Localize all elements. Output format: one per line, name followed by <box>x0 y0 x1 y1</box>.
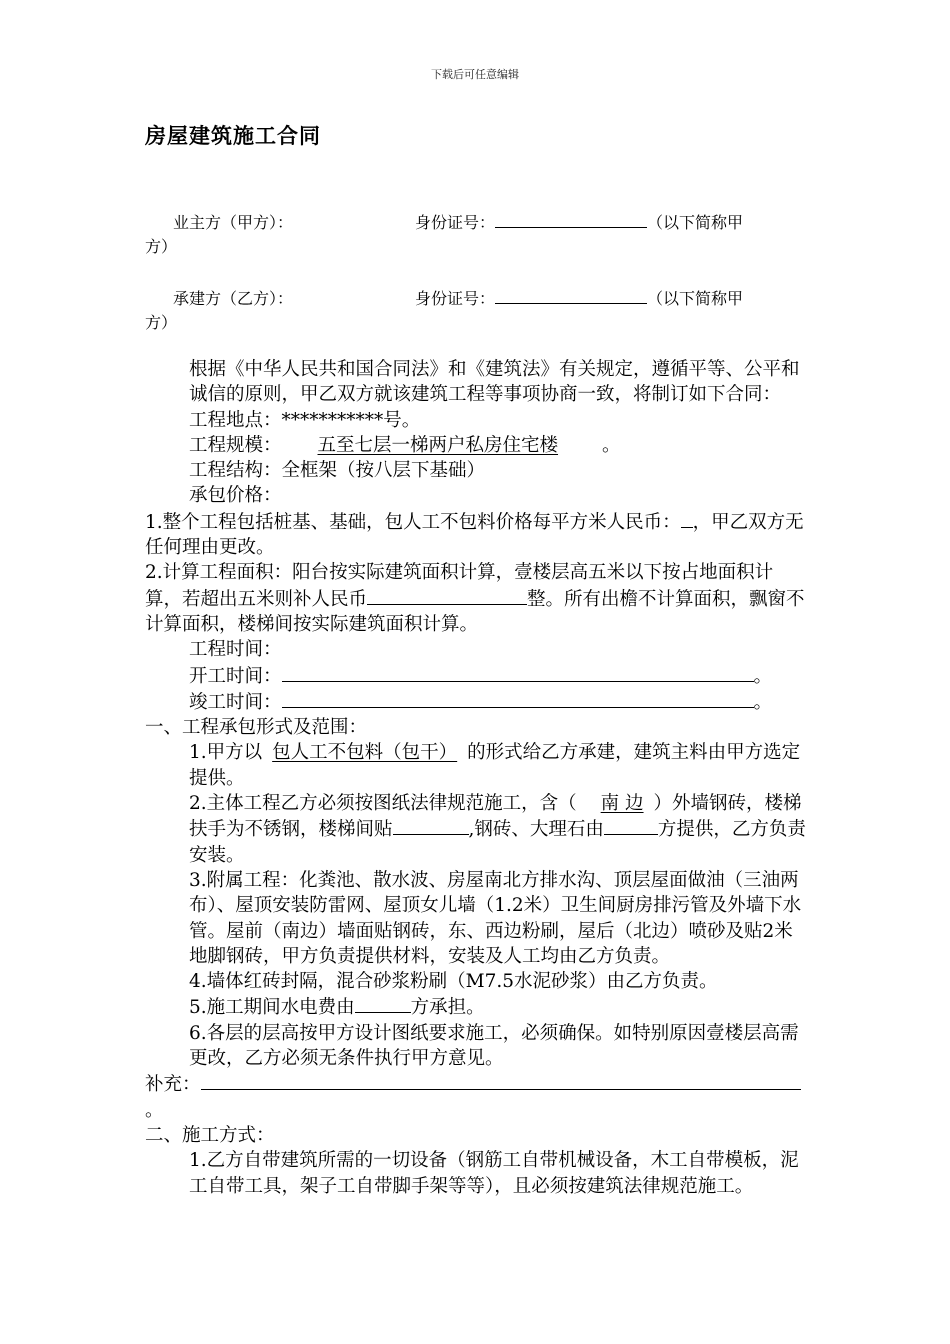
price-label: 承包价格： <box>189 485 282 507</box>
price-1-text-end: ，甲乙双方无任何理由更改。 <box>145 511 804 559</box>
clause-1-2-text: 2.主体工程乙方必须按图纸法律规范施工，含（ <box>189 793 577 815</box>
price-1-blank[interactable] <box>681 509 693 528</box>
end-line <box>145 689 810 715</box>
clause-1-2-text-end: 方提供，乙方负责安装。 <box>189 819 806 866</box>
supplement-period: 。 <box>145 1099 164 1121</box>
location-label: 工程地点： <box>189 409 282 431</box>
builder-suffix-cont: 方） <box>145 313 178 332</box>
owner-label: 业主方（甲方）： <box>173 213 294 232</box>
clause-1-5-blank[interactable] <box>355 994 411 1013</box>
end-blank[interactable] <box>282 689 754 708</box>
clause-1-1-underlined: 包人工不包料（包干） <box>272 742 458 764</box>
location-line <box>145 408 810 433</box>
builder-id-blank[interactable] <box>495 285 647 304</box>
start-line <box>145 663 810 689</box>
price-2-text: 2.计算工程面积：阳台按实际建筑面积计算，壹楼层高五米以下按占地面积计算，若超出五米则补人民币 <box>145 562 774 610</box>
supplement-line <box>145 1071 810 1097</box>
clause-1-1-text-end: 的形式给乙方承建，建筑主料由甲方选定提供。 <box>189 742 801 789</box>
price-clause-2 <box>145 560 810 637</box>
owner-party-block <box>145 209 805 259</box>
clause-1-3: 3.附属工程：化粪池、散水波、房屋南北方排水沟、顶层屋面做油（三油两布）、屋顶安装防雷网、屋顶女儿墙（1.2米）卫生间厨房排污管及外墙下水管。屋前（南边）墙面贴钢砖，东、西边粉刷，屋后（北边）喷砂及贴2米地脚钢砖，甲方负责提供材料，安装及人工均由乙方负责。 <box>189 869 802 967</box>
price-clause-1 <box>145 509 810 561</box>
contract-body <box>145 357 810 1199</box>
clause-1-5 <box>145 994 810 1020</box>
end-period: 。 <box>753 691 773 713</box>
builder-label: 承建方（乙方）： <box>173 289 294 308</box>
price-1-text: 1.整个工程包括桩基、基础，包人工不包料价格每平方米人民币： <box>145 511 681 533</box>
scale-value: 五至七层一梯两户私房住宅楼 <box>317 434 559 456</box>
clause-1-2-blank-1[interactable] <box>393 816 469 835</box>
owner-suffix: （以下简称甲 <box>647 213 744 232</box>
owner-id-label: 身份证号： <box>415 213 496 232</box>
supplement-label: 补充： <box>145 1074 201 1096</box>
builder-suffix: （以下简称甲 <box>647 289 744 308</box>
location-value: ***********号。 <box>281 409 421 431</box>
end-label: 竣工时间： <box>189 691 282 713</box>
builder-party-block <box>145 285 805 335</box>
section-2-heading: 二、施工方式： <box>145 1124 275 1146</box>
preamble: 根据《中华人民共和国合同法》和《建筑法》有关规定，遵循平等、公平和诚信的原则，甲乙双方就该建筑工程等事项协商一致，将制订如下合同： <box>189 359 800 406</box>
scale-label: 工程规模： <box>189 434 282 456</box>
clause-1-6: 6.各层的层高按甲方设计图纸要求施工，必须确保。如特别原因壹楼层高需更改，乙方必须无条件执行甲方意见。 <box>189 1022 799 1070</box>
clause-1-2-text-mid2: ,钢砖、大理石由 <box>468 819 604 841</box>
clause-1-1 <box>145 740 810 791</box>
clause-1-2-text-mid: ）外墙钢砖，楼梯扶手为不锈钢，楼梯间贴 <box>189 793 802 841</box>
price-2-blank[interactable] <box>367 586 527 605</box>
clause-1-4: 4.墙体红砖封隔，混合砂浆粉刷（M7.5水泥砂浆）由乙方负责。 <box>189 971 718 993</box>
supplement-blank[interactable] <box>201 1071 801 1090</box>
scale-end: 。 <box>602 434 621 456</box>
structure-line: 工程结构：全框架（按八层下基础） <box>189 460 486 482</box>
header-note: 下载后可任意编辑 <box>431 68 519 81</box>
builder-id-label: 身份证号： <box>415 289 496 308</box>
clause-1-2 <box>145 791 810 868</box>
clause-1-5-text-end: 方承担。 <box>410 997 485 1019</box>
price-2-text-end: 整。所有出檐不计算面积，飘窗不计算面积，楼梯间按实际建筑面积计算。 <box>145 588 805 635</box>
clause-1-2-underlined: 南 边 <box>600 793 644 815</box>
start-period: 。 <box>753 665 773 687</box>
start-label: 开工时间： <box>189 665 282 687</box>
clause-1-5-text: 5.施工期间水电费由 <box>189 997 355 1019</box>
scale-line <box>145 433 810 458</box>
clause-1-1-text: 1.甲方以 <box>189 742 263 764</box>
section-1-heading: 一、工程承包形式及范围： <box>145 717 368 739</box>
owner-suffix-cont: 方） <box>145 237 178 256</box>
start-blank[interactable] <box>282 663 754 682</box>
clause-1-2-blank-2[interactable] <box>604 816 658 835</box>
time-label: 工程时间： <box>189 639 282 661</box>
document-title: 房屋建筑施工合同 <box>145 124 321 148</box>
owner-id-blank[interactable] <box>495 209 647 228</box>
clause-2-1: 1.乙方自带建筑所需的一切设备（钢筋工自带机械设备，木工自带模板，泥工自带工具，架子工自带脚手架等等），且必须按建筑法律规范施工。 <box>189 1150 799 1197</box>
